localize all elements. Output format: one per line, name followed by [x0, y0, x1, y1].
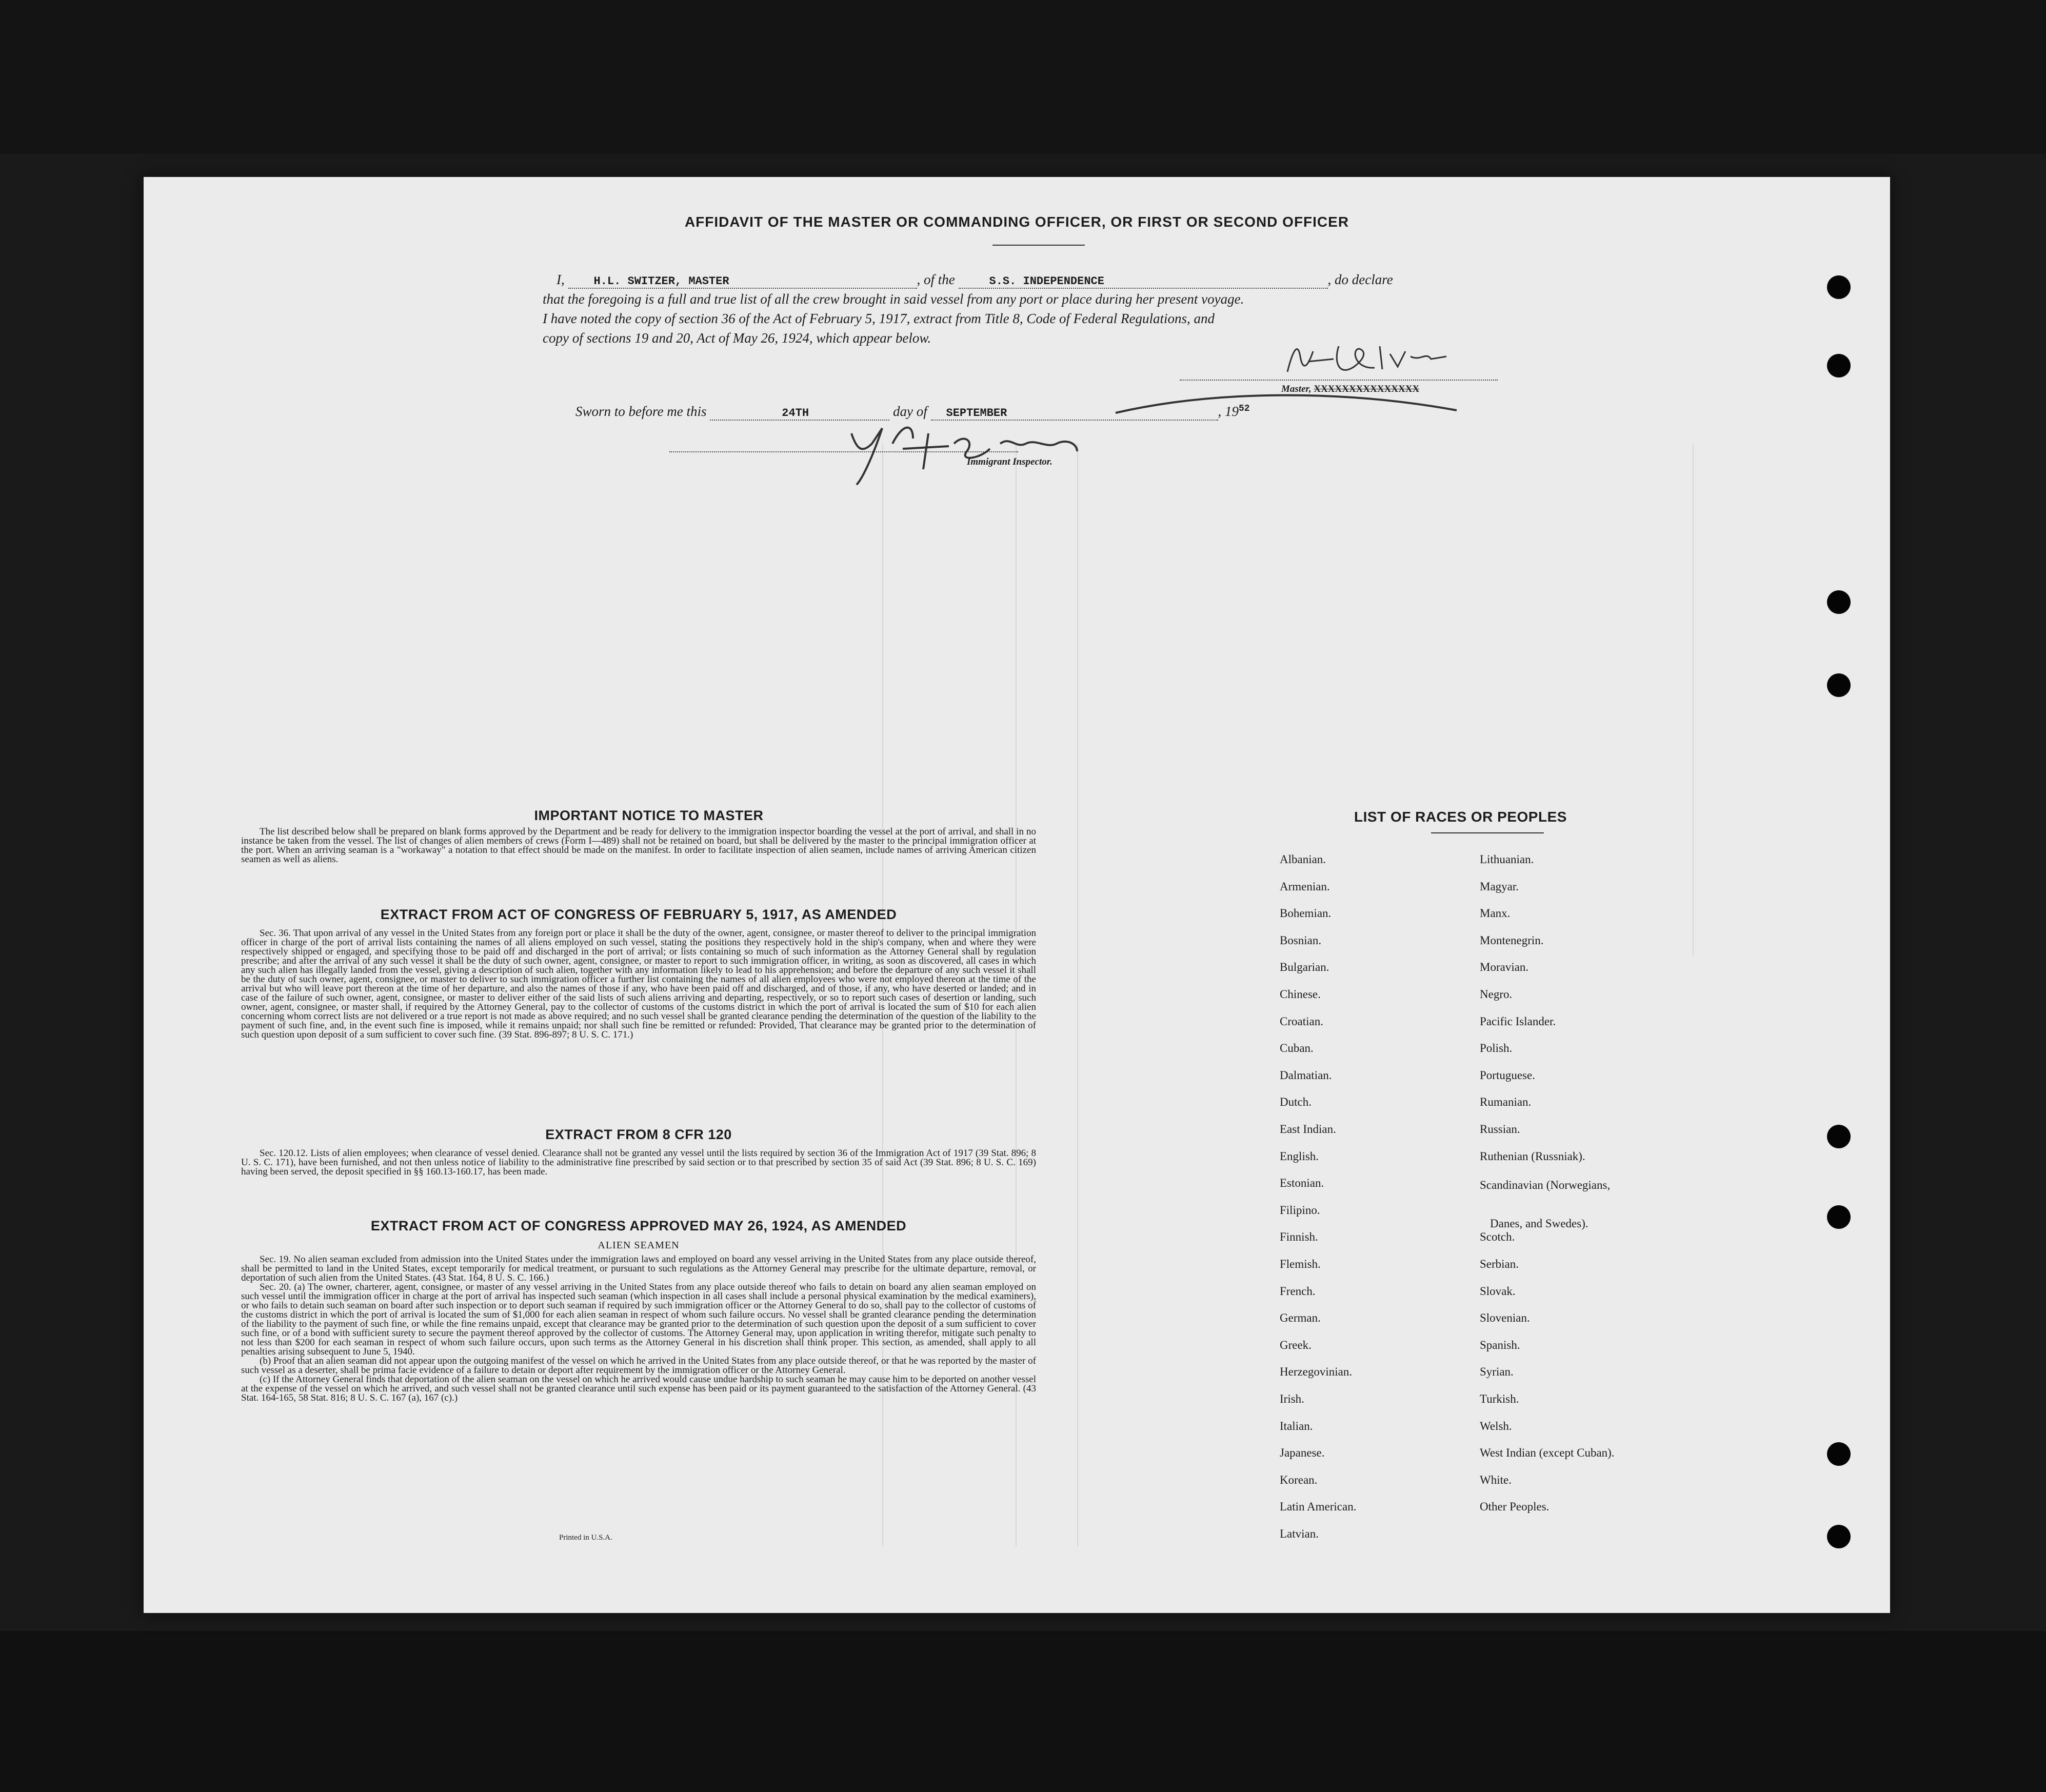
races-title-rule	[1431, 832, 1544, 833]
race-item: Slovenian.	[1480, 1311, 1530, 1325]
affidavit-line-1	[557, 272, 1393, 289]
race-item: Scandinavian (Norwegians,	[1480, 1179, 1611, 1192]
race-item: Other Peoples.	[1480, 1500, 1550, 1514]
race-item: Russian.	[1480, 1123, 1520, 1136]
title-rule	[992, 245, 1085, 246]
race-item: Negro.	[1480, 988, 1513, 1001]
race-item: Albanian.	[1280, 853, 1326, 866]
document-page	[144, 177, 1890, 1613]
of-the-label: , of the	[917, 272, 955, 287]
race-item: Bohemian.	[1280, 907, 1332, 920]
race-item: Chinese.	[1280, 988, 1321, 1001]
race-item: West Indian (except Cuban).	[1480, 1446, 1615, 1460]
race-item: Magyar.	[1480, 880, 1519, 893]
sec-20c-text: (c) If the Attorney General finds that deportation of the alien seaman on the vessel on which he arrived would cause undue hardship to such seaman he may cause him to be deported on another vessel at the expense of the vessel on which he arrived, and such vessel shall not be granted clearance until such expense has been paid or its payment guaranteed to the satisfaction of the Attorney General. (43 Stat. 164-165, 58 Stat. 816; 8 U. S. C. 167 (a), 167 (c).)	[241, 1374, 1036, 1403]
race-item: Dalmatian.	[1280, 1068, 1332, 1082]
race-item: Dutch.	[1280, 1096, 1312, 1109]
sec-19-text: Sec. 19. No alien seaman excluded from admission into the United States under the immigration laws and employed on board any vessel arriving in the United States from any place outside thereof, shall be permitted to land in the United States, except temporarily for medical treatment, or pursuant to such regulations as the Attorney General may prescribe for the ultimate departure, removal, or deportation of such alien from the United States. (43 Stat. 164, 8 U. S. C. 166.)	[241, 1254, 1036, 1283]
inspector-label: Immigrant Inspector.	[967, 456, 1052, 467]
master-signature	[1277, 331, 1462, 387]
race-item: French.	[1280, 1284, 1316, 1298]
races-title: LIST OF RACES OR PEOPLES	[1354, 809, 1567, 825]
race-item: Flemish.	[1280, 1258, 1321, 1270]
master-name-field	[568, 272, 917, 289]
vessel-field	[959, 272, 1328, 289]
affidavit-line-4: copy of sections 19 and 20, Act of May 26, 1924, which appear below.	[543, 330, 931, 346]
race-item: Turkish.	[1480, 1392, 1519, 1405]
affidavit-line-2: that the foregoing is a full and true list of all the crew brought in said vessel from any port or place during her present voyage.	[543, 291, 1244, 307]
race-item: Polish.	[1480, 1042, 1513, 1055]
race-item: Armenian.	[1280, 880, 1330, 893]
i-label: I,	[557, 272, 565, 287]
race-item: Herzegovinian.	[1280, 1365, 1353, 1379]
race-item: Lithuanian.	[1480, 853, 1534, 866]
punch-hole	[1827, 1205, 1851, 1229]
punch-hole	[1827, 354, 1851, 377]
race-item: Korean.	[1280, 1473, 1318, 1486]
race-item: Finnish.	[1280, 1230, 1318, 1244]
sec-20b-text: (b) Proof that an alien seaman did not appear upon the outgoing manifest of the vessel on which he arrived in the United States from any place outside thereof, or that he was reported by the master of such vessel as a deserter, shall be prima facie evidence of a failure to detain or deport after requirement by the immigration officer or the Attorney General.	[241, 1356, 1036, 1376]
sworn-day: 24TH	[782, 407, 809, 420]
year-suffix: 52	[1239, 404, 1250, 414]
race-item: Estonian.	[1280, 1177, 1324, 1190]
race-item: Filipino.	[1280, 1203, 1320, 1217]
race-item: Spanish.	[1480, 1338, 1520, 1351]
race-item: Latin American.	[1280, 1500, 1357, 1514]
film-border-top	[0, 0, 2046, 154]
punch-hole	[1827, 590, 1851, 614]
swoosh-stroke	[1113, 387, 1462, 418]
punch-hole	[1827, 1525, 1851, 1548]
affidavit-line-3: I have noted the copy of section 36 of the Act of February 5, 1917, extract from Title 8, Code of Federal Regulations, and	[543, 311, 1215, 326]
notice-title: IMPORTANT NOTICE TO MASTER	[534, 808, 764, 823]
race-item: Syrian.	[1480, 1365, 1514, 1379]
race-item: English.	[1280, 1149, 1319, 1163]
master-sig-struck: XXXXXXXXXXXXXXX	[1314, 384, 1420, 394]
race-item: Moravian.	[1480, 961, 1529, 974]
extract-1924-body	[241, 1255, 1036, 1403]
year-prefix: , 19	[1218, 404, 1239, 419]
sworn-month: SEPTEMBER	[946, 407, 1007, 420]
race-item: Portuguese.	[1480, 1068, 1535, 1082]
do-declare-label: , do declare	[1327, 272, 1393, 287]
notice-body	[241, 827, 1036, 864]
race-item: Manx.	[1480, 907, 1511, 920]
race-item: Croatian.	[1280, 1014, 1323, 1028]
master-name: H.L. SWITZER, MASTER	[593, 275, 729, 288]
printed-in-usa: Printed in U.S.A.	[559, 1534, 612, 1542]
race-item: Montenegrin.	[1480, 933, 1544, 947]
race-item: Irish.	[1280, 1392, 1304, 1405]
inspector-signature	[836, 413, 1123, 490]
race-item: Italian.	[1280, 1419, 1313, 1432]
race-item: Scotch.	[1480, 1230, 1515, 1244]
extract-1917-body	[241, 929, 1036, 1040]
extract-cfr-text: Sec. 120.12. Lists of alien employees; when clearance of vessel denied. Clearance shall not be granted any vessel until the lists required by section 36 of the Immigration Act of 1917 (39 Stat. 896; 8 U. S. C. 171), have been furnished, and not then unless notice of liability to the administrative fine prescribed by said section or to that prescribed by section 35 of said Act (39 Stat. 896; 8 U. S. C. 169) having been served, the deposit specified in §§ 160.13-160.17, has been made.	[241, 1148, 1036, 1177]
punch-hole	[1827, 1125, 1851, 1148]
race-item: White.	[1480, 1473, 1512, 1486]
vessel-name: S.S. INDEPENDENCE	[989, 275, 1104, 288]
race-item: Bosnian.	[1280, 933, 1322, 947]
race-item: Rumanian.	[1480, 1096, 1532, 1109]
race-item: East Indian.	[1280, 1123, 1336, 1136]
race-item: Greek.	[1280, 1338, 1312, 1351]
race-item: Cuban.	[1280, 1042, 1314, 1055]
alien-seamen-subtitle: ALIEN SEAMEN	[598, 1240, 680, 1251]
punch-hole	[1827, 275, 1851, 299]
race-item: German.	[1280, 1311, 1321, 1325]
extract-1917-text: Sec. 36. That upon arrival of any vessel in the United States from any foreign port or place it shall be the duty of the owner, agent, consignee, or master thereof to deliver to the principal immigration officer in charge of the port of arrival lists containing the names of all aliens employed on such vessel, stating the positions they respectively hold in the ship's company, when and where they were respectively shipped or engaged, and specifying those to be paid off and discharged in the port of arrival; or lists containing so much of such information as the Attorney General shall by regulation prescribe; and after the arrival of any such vessel it shall be the duty of such owner, agent, consignee, or master to report to such immigration officer, in writing, as soon as discovered, all cases in which any such alien has illegally landed from the vessel, giving a description of such alien, together with any information likely to lead to his apprehension; and before the departure of any such vessel it shall be the duty of such owner, agent, consignee, or master to deliver to such immigration officer a further list containing the names of all alien employees who were not employed thereon at the time of the arrival but who will leave port thereon at the time of her departure, and also the names of those if any, who have been paid off and discharged, and of those, if any, who have deserted or landed; and in case of the failure of such owner, agent, consignee, or master to deliver either of the said lists of such aliens arriving and departing, respectively, or so to report such cases of desertion or landing, such owner, agent, consignee, or master shall, if required by the Attorney General, pay to the collector of customs of the customs district in which the port of arrival is located the sum of $10 for each alien concerning whom correct lists are not delivered or a true report is not made as above required; and no such vessel shall be granted clearance pending the determination of the question of the liability to the payment of such fine, and, in the event such fine is imposed, while it remains unpaid; nor shall such fine be remitted or refunded: Provided, That clearance may be granted prior to the determination of such question upon deposit of a sum sufficient to cover such fine. (39 Stat. 896-897; 8 U. S. C. 171.)	[241, 928, 1036, 1040]
bleed-line	[1077, 444, 1078, 1546]
race-item: Bulgarian.	[1280, 961, 1329, 974]
race-item: Ruthenian (Russniak).	[1480, 1149, 1585, 1163]
extract-cfr-body	[241, 1149, 1036, 1177]
race-item: Serbian.	[1480, 1258, 1519, 1270]
punch-hole	[1827, 673, 1851, 697]
race-item: Japanese.	[1280, 1446, 1325, 1460]
race-item: Slovak.	[1480, 1284, 1516, 1298]
race-item: Danes, and Swedes).	[1490, 1217, 1588, 1230]
race-item: Latvian.	[1280, 1527, 1319, 1540]
extract-1917-title: EXTRACT FROM ACT OF CONGRESS OF FEBRUARY 5, 1917, AS AMENDED	[380, 907, 897, 922]
affidavit-title: AFFIDAVIT OF THE MASTER OR COMMANDING OFFICER, OR FIRST OR SECOND OFFICER	[684, 214, 1349, 230]
extract-cfr-title: EXTRACT FROM 8 CFR 120	[545, 1127, 732, 1142]
punch-hole	[1827, 1442, 1851, 1466]
sworn-label: Sworn to before me this	[575, 404, 707, 419]
day-of-label: day of	[893, 404, 927, 419]
race-item: Welsh.	[1480, 1419, 1512, 1432]
notice-text: The list described below shall be prepared on blank forms approved by the Department and be ready for delivery to the immigration inspector boarding the vessel at the port of arrival, and shall in no instance be taken from the vessel. The list of changes of alien members of crews (Form I—489) shall not be retained on board, but shall be delivered by the master to the principal immigration officer at the port. When an arriving seaman is a "workaway" a notation to that effect should be made on the manifest. In order to facilitate inspection of alien seamen, include names of arriving American citizen seamen as well as aliens.	[241, 826, 1036, 865]
sec-20a-text: Sec. 20. (a) The owner, charterer, agent, consignee, or master of any vessel arriving in the United States from any place outside thereof who fails to detain on board any alien seaman employed on such vessel until the immigration officer in charge at the port of arrival has inspected such seaman (which inspection in all cases shall include a personal physical examination by the medical examiners), or who fails to detain such seaman on board after such inspection or to deport such seaman if required by such immigration officer or the Attorney General to do so, shall pay to the collector of customs of the customs district in which the port of arrival is located the sum of $1,000 for each alien seaman in respect of whom such failure occurs. No vessel shall be granted clearance pending the determination of the liability to the payment of such fine, or while the fine remains unpaid, except that clearance may be granted prior to the determination of such question upon the deposit of a sum sufficient to cover such fine, or of a bond with sufficient surety to secure the payment thereof approved by the collector of customs. The Attorney General may, upon application in writing therefor, mitigate such penalty to not less than $200 for each seaman in respect of whom such failure occurs, upon such terms as the Attorney General in his discretion shall think proper. This section, as amended, shall apply to all penalties arising subsequent to June 5, 1940.	[241, 1282, 1036, 1357]
extract-1924-title: EXTRACT FROM ACT OF CONGRESS APPROVED MAY 26, 1924, AS AMENDED	[370, 1218, 907, 1233]
bleed-line	[1693, 444, 1694, 957]
master-sig-label: Master,	[1281, 384, 1312, 394]
film-border-bottom	[0, 1631, 2046, 1792]
race-item: Pacific Islander.	[1480, 1014, 1556, 1028]
